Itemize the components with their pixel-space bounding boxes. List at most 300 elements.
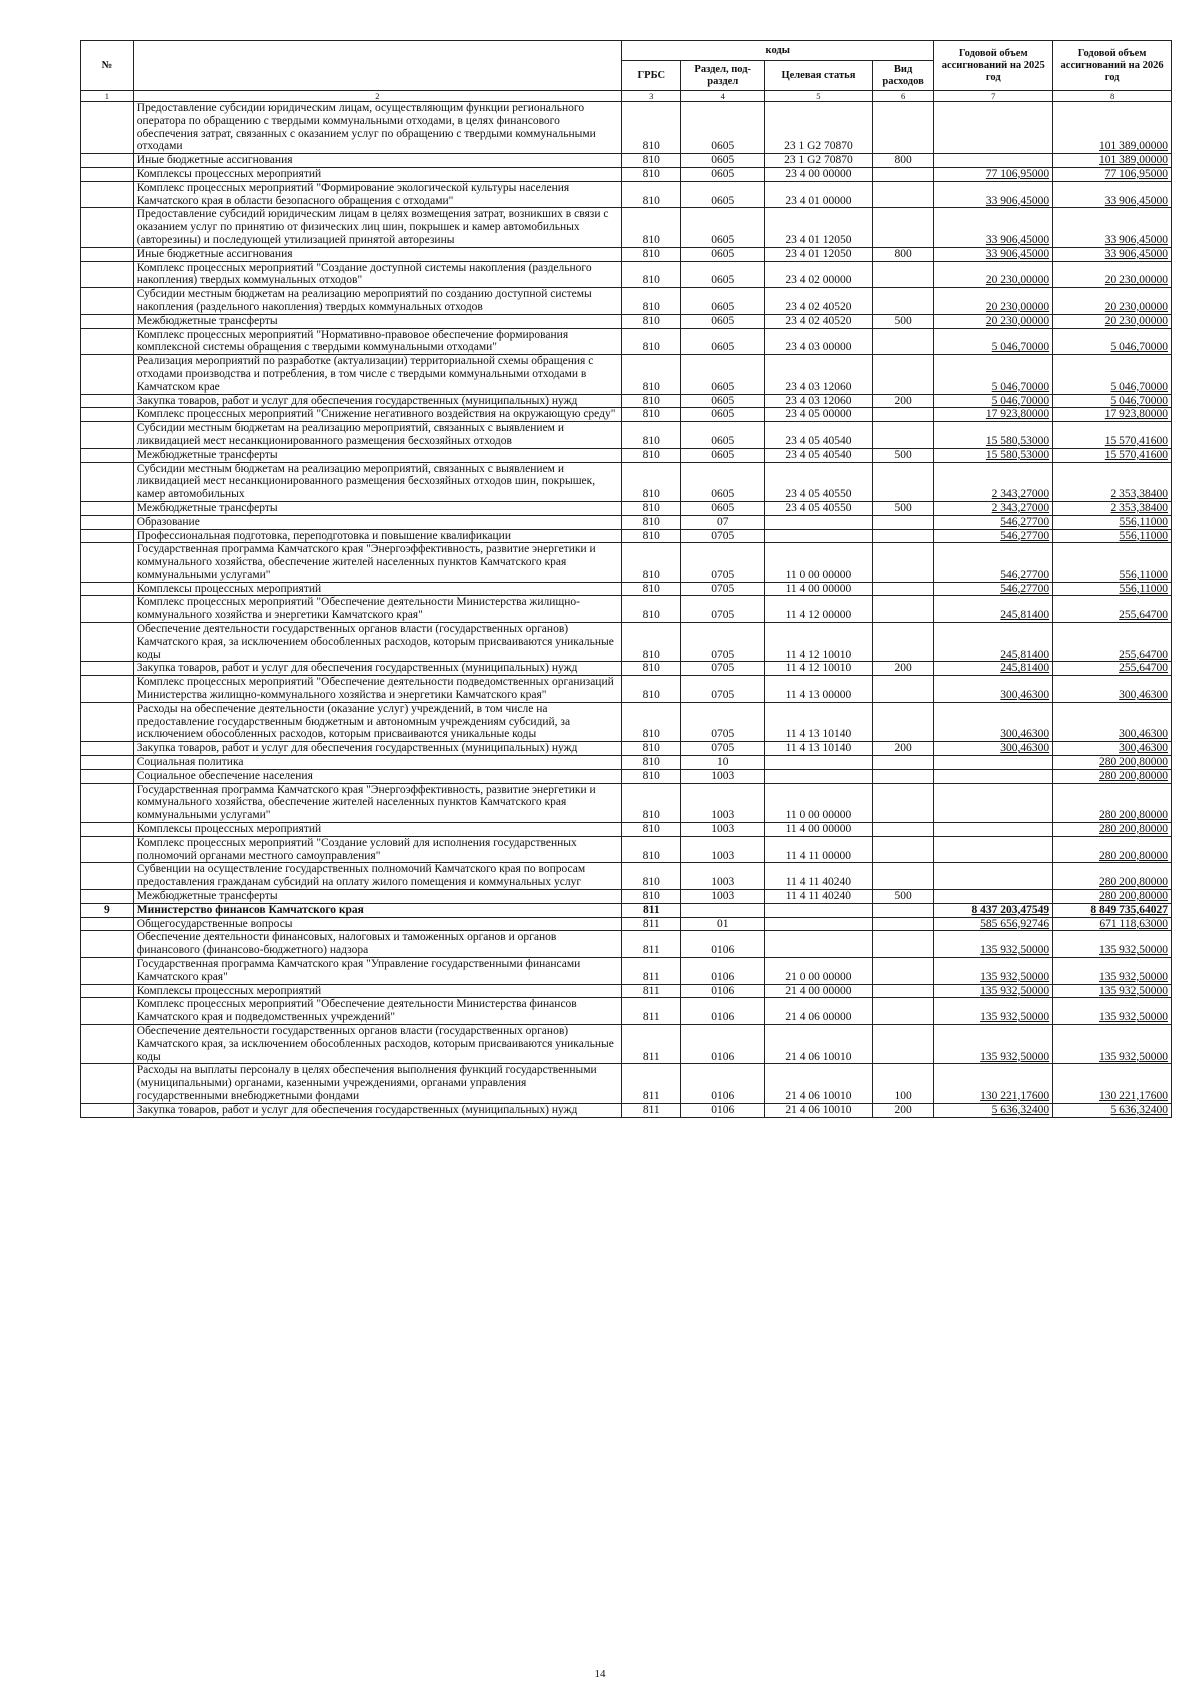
row-amount-2026: 2 353,38400 bbox=[1053, 501, 1172, 515]
row-number bbox=[81, 314, 134, 328]
row-razdel: 1003 bbox=[681, 836, 765, 863]
row-razdel: 0605 bbox=[681, 422, 765, 449]
row-name: Комплекс процессных мероприятий "Обеспечение деятельности Министерства финансов Камчатского края и подведомственных учреждений" bbox=[133, 998, 621, 1025]
row-razdel: 1003 bbox=[681, 769, 765, 783]
row-number bbox=[81, 823, 134, 837]
row-razdel: 1003 bbox=[681, 823, 765, 837]
table-body bbox=[81, 102, 1172, 1118]
row-vid bbox=[872, 903, 934, 917]
row-amount-2026: 135 932,50000 bbox=[1053, 984, 1172, 998]
table-row bbox=[81, 984, 1172, 998]
row-name: Комплексы процессных мероприятий bbox=[133, 167, 621, 181]
row-name: Государственная программа Камчатского края "Энергоэффективность, развитие энергетики и коммунального хозяйства, обеспечение жителей населенных пунктов Камчатского края коммунальными услугами" bbox=[133, 783, 621, 822]
table-row bbox=[81, 676, 1172, 703]
row-target: 23 4 01 00000 bbox=[765, 181, 873, 208]
row-amount-2025 bbox=[934, 783, 1053, 822]
row-number bbox=[81, 596, 134, 623]
row-vid: 500 bbox=[872, 890, 934, 904]
row-grbs: 810 bbox=[622, 890, 681, 904]
row-amount-2026: 101 389,00000 bbox=[1053, 102, 1172, 154]
row-grbs: 810 bbox=[622, 823, 681, 837]
row-number bbox=[81, 836, 134, 863]
row-razdel: 0605 bbox=[681, 462, 765, 501]
header-num: № bbox=[81, 41, 134, 91]
row-vid bbox=[872, 984, 934, 998]
row-vid bbox=[872, 328, 934, 355]
row-razdel: 0106 bbox=[681, 1103, 765, 1117]
table-row bbox=[81, 756, 1172, 770]
row-grbs: 810 bbox=[622, 783, 681, 822]
row-name: Социальная политика bbox=[133, 756, 621, 770]
row-grbs: 811 bbox=[622, 958, 681, 985]
header-2026: Годовой объем ассигнований на 2026 год bbox=[1053, 41, 1172, 91]
table-header bbox=[81, 41, 1172, 102]
row-grbs: 810 bbox=[622, 596, 681, 623]
row-amount-2025: 15 580,53000 bbox=[934, 422, 1053, 449]
table-row bbox=[81, 582, 1172, 596]
table-row bbox=[81, 208, 1172, 247]
row-grbs: 810 bbox=[622, 261, 681, 288]
row-number bbox=[81, 208, 134, 247]
table-row bbox=[81, 998, 1172, 1025]
row-name: Комплекс процессных мероприятий "Создание доступной системы накопления (раздельного накопления) твердых коммунальных отходов" bbox=[133, 261, 621, 288]
row-target: 23 4 05 40550 bbox=[765, 462, 873, 501]
row-razdel: 0605 bbox=[681, 288, 765, 315]
colnum: 3 bbox=[622, 91, 681, 102]
row-amount-2025: 546,27700 bbox=[934, 515, 1053, 529]
row-amount-2026: 77 106,95000 bbox=[1053, 167, 1172, 181]
row-amount-2026: 280 200,80000 bbox=[1053, 769, 1172, 783]
row-number bbox=[81, 890, 134, 904]
row-grbs: 810 bbox=[622, 167, 681, 181]
row-razdel: 0605 bbox=[681, 208, 765, 247]
row-name: Государственная программа Камчатского края "Энергоэффективность, развитие энергетики и коммунального хозяйства, обеспечение жителей населенных пунктов Камчатского края коммунальными услугами" bbox=[133, 543, 621, 582]
row-target bbox=[765, 917, 873, 931]
table-row bbox=[81, 1024, 1172, 1063]
row-amount-2026: 300,46300 bbox=[1053, 676, 1172, 703]
row-grbs: 810 bbox=[622, 543, 681, 582]
table-row bbox=[81, 662, 1172, 676]
row-grbs: 810 bbox=[622, 328, 681, 355]
row-amount-2026: 130 221,17600 bbox=[1053, 1064, 1172, 1103]
row-number bbox=[81, 863, 134, 890]
row-amount-2025: 585 656,92746 bbox=[934, 917, 1053, 931]
column-numbers-row bbox=[81, 91, 1172, 102]
row-number bbox=[81, 422, 134, 449]
row-target: 21 4 06 00000 bbox=[765, 998, 873, 1025]
table-row bbox=[81, 702, 1172, 741]
table-row bbox=[81, 181, 1172, 208]
row-vid bbox=[872, 769, 934, 783]
budget-table bbox=[80, 40, 1172, 1118]
row-vid bbox=[872, 998, 934, 1025]
row-razdel: 0605 bbox=[681, 102, 765, 154]
row-name: Комплекс процессных мероприятий "Нормативно-правовое обеспечение формирования комплексной системы обращения с твердыми коммунальными отходами" bbox=[133, 328, 621, 355]
row-grbs: 810 bbox=[622, 863, 681, 890]
row-grbs: 811 bbox=[622, 1064, 681, 1103]
row-vid bbox=[872, 756, 934, 770]
row-amount-2025: 20 230,00000 bbox=[934, 288, 1053, 315]
row-amount-2025: 546,27700 bbox=[934, 529, 1053, 543]
row-number bbox=[81, 247, 134, 261]
row-number bbox=[81, 543, 134, 582]
row-amount-2025: 2 343,27000 bbox=[934, 462, 1053, 501]
table-row bbox=[81, 314, 1172, 328]
row-target: 23 4 02 00000 bbox=[765, 261, 873, 288]
row-grbs: 810 bbox=[622, 462, 681, 501]
table-row bbox=[81, 917, 1172, 931]
row-number bbox=[81, 328, 134, 355]
table-row bbox=[81, 154, 1172, 168]
row-vid bbox=[872, 836, 934, 863]
row-grbs: 810 bbox=[622, 702, 681, 741]
row-vid bbox=[872, 863, 934, 890]
row-amount-2026: 280 200,80000 bbox=[1053, 890, 1172, 904]
row-target: 23 4 01 12050 bbox=[765, 208, 873, 247]
row-amount-2025: 300,46300 bbox=[934, 702, 1053, 741]
row-target: 23 4 02 40520 bbox=[765, 314, 873, 328]
table-row bbox=[81, 355, 1172, 394]
row-grbs: 810 bbox=[622, 769, 681, 783]
row-amount-2026: 556,11000 bbox=[1053, 543, 1172, 582]
header-name bbox=[133, 41, 621, 91]
row-razdel: 10 bbox=[681, 756, 765, 770]
row-amount-2025: 135 932,50000 bbox=[934, 998, 1053, 1025]
row-vid bbox=[872, 408, 934, 422]
row-target: 23 4 01 12050 bbox=[765, 247, 873, 261]
row-grbs: 811 bbox=[622, 998, 681, 1025]
row-vid bbox=[872, 596, 934, 623]
row-name: Межбюджетные трансферты bbox=[133, 890, 621, 904]
row-amount-2025: 33 906,45000 bbox=[934, 181, 1053, 208]
table-row bbox=[81, 836, 1172, 863]
table-row bbox=[81, 931, 1172, 958]
row-name: Профессиональная подготовка, переподготовка и повышение квалификации bbox=[133, 529, 621, 543]
row-razdel: 0106 bbox=[681, 1064, 765, 1103]
row-amount-2025: 5 046,70000 bbox=[934, 328, 1053, 355]
row-amount-2026: 20 230,00000 bbox=[1053, 261, 1172, 288]
row-number bbox=[81, 501, 134, 515]
row-razdel: 0705 bbox=[681, 582, 765, 596]
row-target: 23 4 05 40550 bbox=[765, 501, 873, 515]
row-amount-2025 bbox=[934, 890, 1053, 904]
table-row bbox=[81, 769, 1172, 783]
row-name: Закупка товаров, работ и услуг для обеспечения государственных (муниципальных) нужд bbox=[133, 394, 621, 408]
row-razdel: 0605 bbox=[681, 394, 765, 408]
row-vid: 500 bbox=[872, 314, 934, 328]
row-amount-2025: 245,81400 bbox=[934, 662, 1053, 676]
row-number bbox=[81, 623, 134, 662]
row-number bbox=[81, 582, 134, 596]
row-number bbox=[81, 917, 134, 931]
row-grbs: 810 bbox=[622, 181, 681, 208]
row-grbs: 810 bbox=[622, 154, 681, 168]
row-number bbox=[81, 355, 134, 394]
row-number bbox=[81, 1064, 134, 1103]
row-amount-2025: 135 932,50000 bbox=[934, 931, 1053, 958]
row-target: 11 0 00 00000 bbox=[765, 543, 873, 582]
row-razdel bbox=[681, 903, 765, 917]
row-amount-2025: 33 906,45000 bbox=[934, 208, 1053, 247]
row-name: Расходы на обеспечение деятельности (оказание услуг) учреждений, в том числе на предоставление государственным бюджетным и автономным учреждениям субсидий, за исключением обособленных расходов, которым присваиваются уникальные коды bbox=[133, 702, 621, 741]
row-grbs: 810 bbox=[622, 355, 681, 394]
row-razdel: 0705 bbox=[681, 543, 765, 582]
document-page bbox=[80, 40, 1172, 1118]
table-row bbox=[81, 903, 1172, 917]
row-amount-2025 bbox=[934, 836, 1053, 863]
row-amount-2026: 300,46300 bbox=[1053, 742, 1172, 756]
row-name: Иные бюджетные ассигнования bbox=[133, 247, 621, 261]
row-razdel: 0106 bbox=[681, 998, 765, 1025]
row-number bbox=[81, 462, 134, 501]
row-amount-2026: 2 353,38400 bbox=[1053, 462, 1172, 501]
row-vid bbox=[872, 355, 934, 394]
row-razdel: 07 bbox=[681, 515, 765, 529]
row-name: Комплекс процессных мероприятий "Формирование экологической культуры населения Камчатского края в области безопасного обращения с отходами" bbox=[133, 181, 621, 208]
row-amount-2026: 280 200,80000 bbox=[1053, 783, 1172, 822]
row-amount-2025: 300,46300 bbox=[934, 676, 1053, 703]
row-grbs: 810 bbox=[622, 623, 681, 662]
row-amount-2025: 5 636,32400 bbox=[934, 1103, 1053, 1117]
row-number bbox=[81, 261, 134, 288]
table-row bbox=[81, 958, 1172, 985]
colnum: 7 bbox=[934, 91, 1053, 102]
row-amount-2025: 20 230,00000 bbox=[934, 314, 1053, 328]
row-vid bbox=[872, 288, 934, 315]
row-amount-2025: 245,81400 bbox=[934, 623, 1053, 662]
table-row bbox=[81, 823, 1172, 837]
row-name: Расходы на выплаты персоналу в целях обеспечения выполнения функций государственными (муниципальными) органами, казенными учреждениями, органами управления государственными внебюджетными фондами bbox=[133, 1064, 621, 1103]
row-razdel: 0106 bbox=[681, 958, 765, 985]
row-amount-2026: 5 636,32400 bbox=[1053, 1103, 1172, 1117]
row-amount-2025: 546,27700 bbox=[934, 543, 1053, 582]
row-amount-2026: 15 570,41600 bbox=[1053, 422, 1172, 449]
row-amount-2026: 17 923,80000 bbox=[1053, 408, 1172, 422]
row-grbs: 810 bbox=[622, 394, 681, 408]
row-name: Министерство финансов Камчатского края bbox=[133, 903, 621, 917]
row-amount-2025: 8 437 203,47549 bbox=[934, 903, 1053, 917]
row-vid bbox=[872, 623, 934, 662]
row-vid: 100 bbox=[872, 1064, 934, 1103]
row-amount-2025 bbox=[934, 102, 1053, 154]
row-name: Комплекс процессных мероприятий "Создание условий для исполнения государственных полномочий органами местного самоуправления" bbox=[133, 836, 621, 863]
row-vid bbox=[872, 167, 934, 181]
row-number bbox=[81, 1103, 134, 1117]
page-number: 14 bbox=[594, 1668, 606, 1680]
row-number bbox=[81, 394, 134, 408]
row-vid: 500 bbox=[872, 448, 934, 462]
row-grbs: 810 bbox=[622, 314, 681, 328]
row-name: Обеспечение деятельности государственных органов власти (государственных органов) Камчатского края, за исключением обособленных расходов, которым присваиваются уникальные коды bbox=[133, 1024, 621, 1063]
row-amount-2026: 671 118,63000 bbox=[1053, 917, 1172, 931]
row-target: 21 4 06 10010 bbox=[765, 1064, 873, 1103]
row-vid bbox=[872, 543, 934, 582]
row-amount-2026: 556,11000 bbox=[1053, 582, 1172, 596]
row-razdel: 0705 bbox=[681, 742, 765, 756]
row-amount-2025: 300,46300 bbox=[934, 742, 1053, 756]
row-number bbox=[81, 742, 134, 756]
row-vid bbox=[872, 208, 934, 247]
table-row bbox=[81, 890, 1172, 904]
row-amount-2026: 5 046,70000 bbox=[1053, 355, 1172, 394]
row-grbs: 811 bbox=[622, 1103, 681, 1117]
row-name: Закупка товаров, работ и услуг для обеспечения государственных (муниципальных) нужд bbox=[133, 1103, 621, 1117]
row-razdel: 0705 bbox=[681, 529, 765, 543]
row-amount-2026: 300,46300 bbox=[1053, 702, 1172, 741]
row-grbs: 810 bbox=[622, 529, 681, 543]
row-number bbox=[81, 931, 134, 958]
row-amount-2026: 280 200,80000 bbox=[1053, 836, 1172, 863]
row-razdel: 0705 bbox=[681, 662, 765, 676]
row-target: 23 4 00 00000 bbox=[765, 167, 873, 181]
row-target: 23 4 03 12060 bbox=[765, 394, 873, 408]
row-name: Межбюджетные трансферты bbox=[133, 501, 621, 515]
row-amount-2026: 135 932,50000 bbox=[1053, 1024, 1172, 1063]
row-target: 11 4 00 00000 bbox=[765, 823, 873, 837]
row-name: Субсидии местным бюджетам на реализацию мероприятий, связанных с выявлением и ликвидацией мест несанкционированного размещения бесхозяйных отходов шин, покрышек, камер автомобильных bbox=[133, 462, 621, 501]
row-target: 23 4 05 40540 bbox=[765, 422, 873, 449]
row-razdel: 1003 bbox=[681, 890, 765, 904]
row-grbs: 811 bbox=[622, 903, 681, 917]
row-number bbox=[81, 529, 134, 543]
row-razdel: 01 bbox=[681, 917, 765, 931]
row-number bbox=[81, 1024, 134, 1063]
row-number bbox=[81, 702, 134, 741]
row-amount-2025: 15 580,53000 bbox=[934, 448, 1053, 462]
row-target bbox=[765, 756, 873, 770]
colnum: 1 bbox=[81, 91, 134, 102]
table-row bbox=[81, 783, 1172, 822]
row-grbs: 811 bbox=[622, 984, 681, 998]
row-amount-2025: 5 046,70000 bbox=[934, 394, 1053, 408]
row-grbs: 810 bbox=[622, 408, 681, 422]
row-vid bbox=[872, 462, 934, 501]
row-amount-2025: 245,81400 bbox=[934, 596, 1053, 623]
row-amount-2025: 130 221,17600 bbox=[934, 1064, 1053, 1103]
row-razdel: 0605 bbox=[681, 247, 765, 261]
row-amount-2025: 17 923,80000 bbox=[934, 408, 1053, 422]
row-target bbox=[765, 903, 873, 917]
table-row bbox=[81, 394, 1172, 408]
row-amount-2025 bbox=[934, 823, 1053, 837]
row-razdel: 0605 bbox=[681, 261, 765, 288]
row-target: 21 4 00 00000 bbox=[765, 984, 873, 998]
row-target: 23 4 05 40540 bbox=[765, 448, 873, 462]
row-target: 23 4 02 40520 bbox=[765, 288, 873, 315]
row-target: 21 4 06 10010 bbox=[765, 1024, 873, 1063]
row-amount-2026: 280 200,80000 bbox=[1053, 863, 1172, 890]
row-amount-2026: 280 200,80000 bbox=[1053, 756, 1172, 770]
table-row bbox=[81, 462, 1172, 501]
row-target: 23 1 G2 70870 bbox=[765, 154, 873, 168]
row-amount-2026: 556,11000 bbox=[1053, 515, 1172, 529]
row-name: Межбюджетные трансферты bbox=[133, 314, 621, 328]
row-target: 23 4 03 00000 bbox=[765, 328, 873, 355]
row-razdel: 0605 bbox=[681, 408, 765, 422]
row-name: Комплекс процессных мероприятий "Обеспечение деятельности Министерства жилищно-коммунального хозяйства и энергетики Камчатского края" bbox=[133, 596, 621, 623]
row-grbs: 810 bbox=[622, 247, 681, 261]
table-row bbox=[81, 102, 1172, 154]
row-vid bbox=[872, 917, 934, 931]
table-row bbox=[81, 167, 1172, 181]
row-number bbox=[81, 769, 134, 783]
row-grbs: 810 bbox=[622, 501, 681, 515]
row-name: Комплекс процессных мероприятий "Снижение негативного воздействия на окружающую среду" bbox=[133, 408, 621, 422]
row-vid bbox=[872, 529, 934, 543]
colnum: 5 bbox=[765, 91, 873, 102]
row-amount-2025 bbox=[934, 769, 1053, 783]
row-grbs: 810 bbox=[622, 836, 681, 863]
row-grbs: 810 bbox=[622, 742, 681, 756]
row-target: 21 4 06 10010 bbox=[765, 1103, 873, 1117]
row-number bbox=[81, 515, 134, 529]
row-target: 11 4 13 10140 bbox=[765, 702, 873, 741]
table-row bbox=[81, 448, 1172, 462]
row-amount-2025: 546,27700 bbox=[934, 582, 1053, 596]
table-row bbox=[81, 288, 1172, 315]
row-target: 11 4 12 10010 bbox=[765, 623, 873, 662]
row-razdel: 0705 bbox=[681, 676, 765, 703]
row-grbs: 810 bbox=[622, 515, 681, 529]
row-amount-2026: 5 046,70000 bbox=[1053, 394, 1172, 408]
row-vid bbox=[872, 702, 934, 741]
row-number bbox=[81, 102, 134, 154]
row-name: Комплексы процессных мероприятий bbox=[133, 582, 621, 596]
row-number bbox=[81, 783, 134, 822]
row-razdel: 0106 bbox=[681, 1024, 765, 1063]
row-vid: 200 bbox=[872, 662, 934, 676]
row-amount-2025: 20 230,00000 bbox=[934, 261, 1053, 288]
row-razdel: 1003 bbox=[681, 783, 765, 822]
row-amount-2026: 33 906,45000 bbox=[1053, 247, 1172, 261]
row-name: Комплексы процессных мероприятий bbox=[133, 823, 621, 837]
row-amount-2025 bbox=[934, 154, 1053, 168]
row-number bbox=[81, 958, 134, 985]
row-target: 11 4 00 00000 bbox=[765, 582, 873, 596]
row-amount-2026: 135 932,50000 bbox=[1053, 958, 1172, 985]
row-vid: 500 bbox=[872, 501, 934, 515]
row-amount-2026: 135 932,50000 bbox=[1053, 998, 1172, 1025]
table-row bbox=[81, 1064, 1172, 1103]
table-row bbox=[81, 261, 1172, 288]
row-razdel: 0705 bbox=[681, 596, 765, 623]
table-row bbox=[81, 501, 1172, 515]
row-name: Субвенции на осуществление государственных полномочий Камчатского края по вопросам предоставления гражданам субсидий на оплату жилого помещения и коммунальных услуг bbox=[133, 863, 621, 890]
row-target: 11 4 13 10140 bbox=[765, 742, 873, 756]
row-razdel: 0605 bbox=[681, 328, 765, 355]
header-vid: Вид расходов bbox=[872, 61, 934, 91]
row-number bbox=[81, 984, 134, 998]
row-amount-2026: 33 906,45000 bbox=[1053, 181, 1172, 208]
header-grbs: ГРБС bbox=[622, 61, 681, 91]
row-name: Предоставление субсидий юридическим лицам в целях возмещения затрат, возникших в связи с оказанием услуг по принятию от физических лиц шин, покрышек и камер автомобильных (авторезины) и последующей утилизацией принятой авторезины bbox=[133, 208, 621, 247]
row-amount-2026: 20 230,00000 bbox=[1053, 288, 1172, 315]
row-grbs: 811 bbox=[622, 917, 681, 931]
row-vid: 800 bbox=[872, 247, 934, 261]
row-target: 11 4 12 10010 bbox=[765, 662, 873, 676]
row-amount-2026: 20 230,00000 bbox=[1053, 314, 1172, 328]
row-amount-2026: 255,64700 bbox=[1053, 662, 1172, 676]
row-amount-2026: 280 200,80000 bbox=[1053, 823, 1172, 837]
row-name: Закупка товаров, работ и услуг для обеспечения государственных (муниципальных) нужд bbox=[133, 662, 621, 676]
row-target: 11 4 13 00000 bbox=[765, 676, 873, 703]
row-number bbox=[81, 167, 134, 181]
row-name: Социальное обеспечение населения bbox=[133, 769, 621, 783]
row-grbs: 810 bbox=[622, 676, 681, 703]
row-grbs: 811 bbox=[622, 1024, 681, 1063]
row-grbs: 810 bbox=[622, 582, 681, 596]
row-razdel: 0605 bbox=[681, 314, 765, 328]
